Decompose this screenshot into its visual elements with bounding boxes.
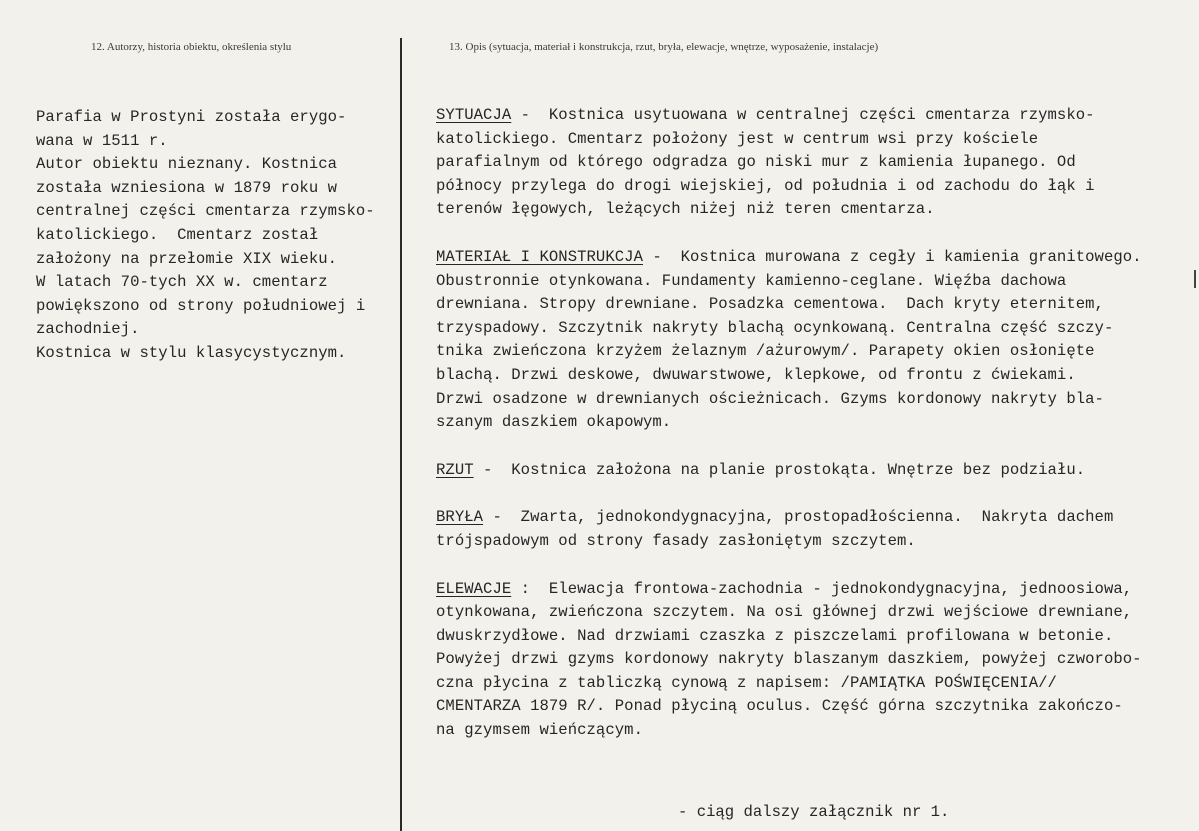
section-first-line — [436, 578, 1196, 602]
section-line: czna płycina z tabliczką cynową z napisem: /PAMIĄTKA POŚWIĘCENIA// — [436, 673, 1057, 692]
section-line: Powyżej drzwi gzyms kordonowy nakryty blaszanym daszkiem, powyżej czworobo- — [436, 650, 1142, 669]
left-line: Kostnica w stylu klasycystycznym. — [36, 343, 347, 362]
section-line: terenów łęgowych, leżących niżej niż teren cmentarza. — [436, 200, 935, 219]
column-divider — [400, 38, 402, 831]
section-line: dwuskrzydłowe. Nad drzwiami czaszka z piszczelami profilowana w betonie. — [436, 626, 1114, 645]
left-line: założony na przełomie XIX wieku. — [36, 249, 338, 268]
section-line: północy przylega do drogi wiejskiej, od południa i od zachodu do łąk i — [436, 176, 1095, 195]
left-line: centralnej części cmentarza rzymsko- — [36, 202, 375, 221]
header-left: 12. Autorzy, historia obiektu, określenia stylu — [91, 41, 292, 53]
section-bryla — [436, 506, 1196, 553]
section-line: trzyspadowy. Szczytnik nakryty blachą ocynkowaną. Centralna część szczy- — [436, 318, 1114, 337]
section-first-line — [436, 506, 1196, 530]
section-rzut — [436, 459, 1196, 483]
section-text: - Kostnica usytuowana w centralnej części cmentarza rzymsko- — [511, 106, 1095, 124]
left-line: powiększono od strony południowej i — [36, 296, 366, 315]
left-line: Autor obiektu nieznany. Kostnica — [36, 155, 338, 174]
left-line: została wzniesiona w 1879 roku w — [36, 178, 338, 197]
left-line: katolickiego. Cmentarz został — [36, 225, 319, 244]
section-text: - Zwarta, jednokondygnacyjna, prostopadłościenna. Nakryta dachem — [483, 508, 1114, 527]
section-title: RZUT — [436, 460, 474, 479]
section-title: MATERIAŁ I KONSTRUKCJA — [436, 247, 643, 266]
left-line: W latach 70-tych XX w. cmentarz — [36, 273, 328, 292]
section-text: - Kostnica założona na planie prostokąta. Wnętrze bez podziału. — [473, 460, 1086, 479]
header-right: 13. Opis (sytuacja, materiał i konstrukcja, rzut, bryła, elewacje, wnętrze, wyposażenie, instalacje) — [449, 41, 879, 53]
section-line: CMENTARZA 1879 R/. Ponad płyciną oculus. Część górna szczytnika zakończo- — [436, 697, 1123, 716]
section-title: ELEWACJE — [436, 579, 512, 598]
section-line: tnika zwieńczona krzyżem żelaznym /ażurowym/. Parapety okien osłonięte — [436, 342, 1095, 361]
section-first-line — [436, 104, 1196, 128]
section-line: katolickiego. Cmentarz położony jest w centrum wsi przy kościele — [436, 129, 1039, 148]
left-line: Parafia w Prostyni została erygo- — [36, 108, 347, 126]
section-line: parafialnym od którego odgradza go niski mur z kamienia łupanego. Od — [436, 153, 1076, 172]
section-first-line — [436, 246, 1196, 270]
section-line: blachą. Drzwi deskowe, dwuwarstwowe, klepkowe, od frontu z ćwiekami. — [436, 365, 1076, 384]
section-line: Obustronnie otynkowana. Fundamenty kamienno-ceglane. Więźba dachowa — [436, 271, 1067, 290]
section-line: Drzwi osadzone w drewnianych ościeżnicach. Gzyms kordonowy nakryty bla- — [436, 389, 1104, 408]
section-first-line — [436, 459, 1196, 483]
right-column — [436, 104, 1196, 743]
section-line: szanym daszkiem okapowym. — [436, 413, 672, 432]
left-column — [36, 106, 398, 366]
section-text: - Kostnica murowana z cegły i kamienia granitowego. — [642, 247, 1142, 266]
section-line: otynkowana, zwieńczona szczytem. Na osi głównej drzwi wejściowe drewniane, — [436, 603, 1133, 622]
section-title: SYTUACJA — [436, 106, 512, 124]
continuation-note: - ciąg dalszy załącznik nr 1. — [678, 803, 950, 821]
section-sytuacja — [436, 104, 1196, 222]
left-line: wana w 1511 r. — [36, 131, 168, 150]
section-elewacje — [436, 578, 1196, 743]
section-title: BRYŁA — [436, 508, 484, 527]
left-line: zachodniej. — [36, 320, 140, 339]
section-material — [436, 246, 1196, 435]
section-text: : Elewacja frontowa-zachodnia - jednokondygnacyjna, jednoosiowa, — [511, 579, 1133, 598]
section-line: trójspadowym od strony fasady zasłoniętym szczytem. — [436, 531, 916, 550]
section-line: na gzymsem wieńczącym. — [436, 721, 643, 740]
section-line: drewniana. Stropy drewniane. Posadzka cementowa. Dach kryty eternitem, — [436, 295, 1104, 314]
